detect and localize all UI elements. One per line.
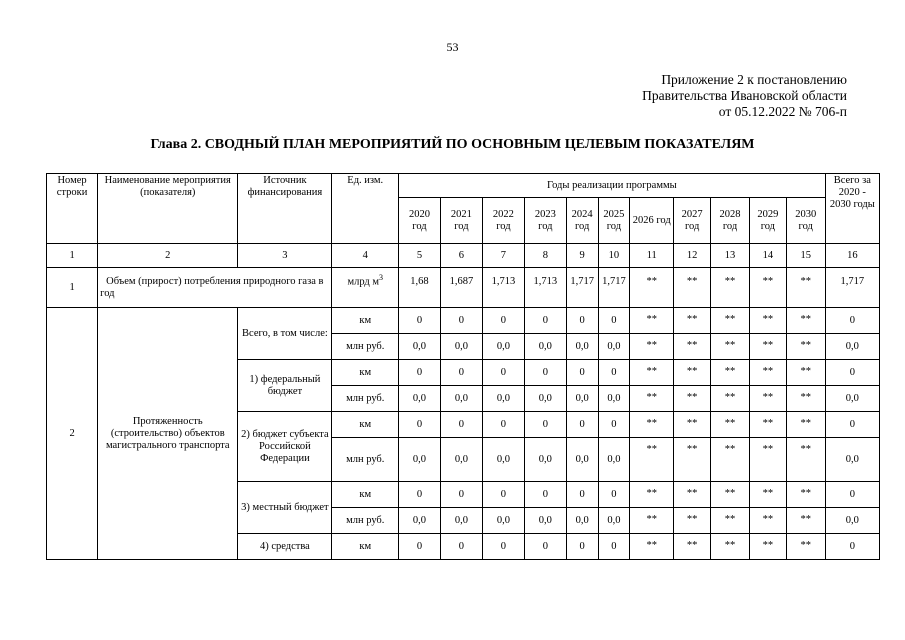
value-cell: ** xyxy=(786,534,825,560)
value-cell: ** xyxy=(749,360,786,386)
value-cell: 0 xyxy=(399,534,441,560)
value-cell: ** xyxy=(749,334,786,360)
value-cell: 0 xyxy=(598,482,630,508)
value-cell: ** xyxy=(749,482,786,508)
indicator-name: Протяженность (строительство) объектов магистрального транспорта xyxy=(98,308,238,560)
value-cell: 1,713 xyxy=(482,268,524,308)
table-row xyxy=(47,268,880,308)
value-cell: ** xyxy=(711,438,750,482)
value-cell: ** xyxy=(630,412,674,438)
value-cell: 1,717 xyxy=(566,268,598,308)
appendix-line-2: Правительства Ивановской области xyxy=(642,88,847,103)
header-years-group: Годы реализации программы xyxy=(399,174,826,198)
value-cell: ** xyxy=(630,308,674,334)
value-cell: 0 xyxy=(399,482,441,508)
value-cell: 1,68 xyxy=(399,268,441,308)
funding-source: 2) бюджет субъекта Российской Федерации xyxy=(238,412,332,482)
value-cell: 0 xyxy=(524,360,566,386)
value-cell: ** xyxy=(674,438,711,482)
unit-cell: км xyxy=(332,360,399,386)
column-number: 9 xyxy=(566,244,598,268)
unit-cell xyxy=(332,268,399,308)
unit-superscript: 3 xyxy=(379,273,384,282)
value-cell: ** xyxy=(749,386,786,412)
value-cell: 0,0 xyxy=(399,334,441,360)
value-cell: 0,0 xyxy=(524,508,566,534)
value-cell: 0,0 xyxy=(598,386,630,412)
value-cell: 0 xyxy=(482,360,524,386)
column-number: 10 xyxy=(598,244,630,268)
value-cell: 0 xyxy=(399,360,441,386)
appendix-line-1: Приложение 2 к постановлению xyxy=(661,72,847,87)
value-cell: ** xyxy=(711,308,750,334)
total-cell: 0 xyxy=(825,482,879,508)
value-cell: ** xyxy=(711,508,750,534)
value-cell: ** xyxy=(630,534,674,560)
value-cell: ** xyxy=(786,308,825,334)
column-number: 1 xyxy=(47,244,98,268)
total-cell: 1,717 xyxy=(825,268,879,308)
header-year: 2028 год xyxy=(711,198,750,244)
value-cell: 0,0 xyxy=(440,508,482,534)
value-cell: ** xyxy=(749,438,786,482)
column-number: 4 xyxy=(332,244,399,268)
funding-source: Всего, в том числе: xyxy=(238,308,332,360)
value-cell: 0 xyxy=(482,308,524,334)
value-cell: 0 xyxy=(482,482,524,508)
column-number: 3 xyxy=(238,244,332,268)
value-cell: 0,0 xyxy=(598,508,630,534)
column-number: 16 xyxy=(825,244,879,268)
value-cell: 0,0 xyxy=(440,334,482,360)
value-cell: 0 xyxy=(566,482,598,508)
row-number: 1 xyxy=(47,268,98,308)
value-cell: 0 xyxy=(598,534,630,560)
value-cell: ** xyxy=(749,534,786,560)
header-year: 2022 год xyxy=(482,198,524,244)
header-year: 2023 год xyxy=(524,198,566,244)
total-cell: 0 xyxy=(825,360,879,386)
value-cell: ** xyxy=(786,508,825,534)
value-cell: 0 xyxy=(566,308,598,334)
value-cell: ** xyxy=(630,508,674,534)
column-number: 8 xyxy=(524,244,566,268)
value-cell: 1,687 xyxy=(440,268,482,308)
header-unit: Ед. изм. xyxy=(332,174,399,244)
value-cell: 0,0 xyxy=(399,386,441,412)
header-year: 2021 год xyxy=(440,198,482,244)
value-cell: 0 xyxy=(440,308,482,334)
value-cell: 0,0 xyxy=(524,334,566,360)
unit-cell: км xyxy=(332,308,399,334)
value-cell: 1,717 xyxy=(598,268,630,308)
unit-cell: км xyxy=(332,534,399,560)
value-cell: ** xyxy=(749,412,786,438)
value-cell: 0,0 xyxy=(566,334,598,360)
value-cell: 0,0 xyxy=(440,438,482,482)
value-cell: ** xyxy=(749,268,786,308)
value-cell: ** xyxy=(630,268,674,308)
value-cell: 0,0 xyxy=(524,386,566,412)
column-number: 6 xyxy=(440,244,482,268)
funding-source: 3) местный бюджет xyxy=(238,482,332,534)
appendix-line-3: от 05.12.2022 № 706-п xyxy=(718,104,847,119)
value-cell: 0 xyxy=(598,308,630,334)
indicator-name: Объем (прирост) потребления природного газа в год xyxy=(98,268,332,308)
total-cell: 0,0 xyxy=(825,508,879,534)
value-cell: 0 xyxy=(566,534,598,560)
value-cell: 0,0 xyxy=(482,386,524,412)
value-cell: ** xyxy=(674,268,711,308)
value-cell: 0 xyxy=(482,412,524,438)
value-cell: 0 xyxy=(524,534,566,560)
value-cell: ** xyxy=(711,386,750,412)
header-year: 2024 год xyxy=(566,198,598,244)
value-cell: ** xyxy=(674,334,711,360)
unit-label: млрд м xyxy=(347,276,380,288)
funding-source: 4) средства xyxy=(238,534,332,560)
appendix-note xyxy=(642,72,847,120)
value-cell: ** xyxy=(711,412,750,438)
value-cell: 0,0 xyxy=(399,438,441,482)
value-cell: ** xyxy=(711,360,750,386)
table-row xyxy=(47,308,880,334)
value-cell: 0,0 xyxy=(566,508,598,534)
value-cell: ** xyxy=(749,508,786,534)
value-cell: ** xyxy=(630,438,674,482)
column-number: 12 xyxy=(674,244,711,268)
value-cell: ** xyxy=(786,268,825,308)
value-cell: ** xyxy=(674,508,711,534)
value-cell: 1,713 xyxy=(524,268,566,308)
value-cell: ** xyxy=(711,334,750,360)
column-number: 2 xyxy=(98,244,238,268)
column-number: 7 xyxy=(482,244,524,268)
value-cell: ** xyxy=(711,534,750,560)
unit-cell: млн руб. xyxy=(332,386,399,412)
value-cell: ** xyxy=(749,308,786,334)
column-number: 14 xyxy=(749,244,786,268)
value-cell: ** xyxy=(630,386,674,412)
total-cell: 0 xyxy=(825,308,879,334)
value-cell: ** xyxy=(786,412,825,438)
value-cell: ** xyxy=(786,334,825,360)
value-cell: 0,0 xyxy=(566,386,598,412)
value-cell: ** xyxy=(786,438,825,482)
unit-cell: млн руб. xyxy=(332,334,399,360)
value-cell: 0 xyxy=(440,360,482,386)
total-cell: 0,0 xyxy=(825,386,879,412)
value-cell: 0 xyxy=(598,360,630,386)
value-cell: ** xyxy=(674,412,711,438)
column-number: 11 xyxy=(630,244,674,268)
header-year: 2027 год xyxy=(674,198,711,244)
header-source: Источник финансирования xyxy=(238,174,332,244)
value-cell: 0,0 xyxy=(440,386,482,412)
unit-cell: км xyxy=(332,412,399,438)
value-cell: ** xyxy=(674,386,711,412)
column-number: 13 xyxy=(711,244,750,268)
funding-source: 1) федеральный бюджет xyxy=(238,360,332,412)
value-cell: 0,0 xyxy=(566,438,598,482)
value-cell: 0,0 xyxy=(482,438,524,482)
value-cell: 0 xyxy=(440,482,482,508)
column-number: 15 xyxy=(786,244,825,268)
value-cell: 0,0 xyxy=(482,334,524,360)
total-cell: 0,0 xyxy=(825,438,879,482)
value-cell: 0,0 xyxy=(399,508,441,534)
header-year: 2030 год xyxy=(786,198,825,244)
unit-cell: км xyxy=(332,482,399,508)
total-cell: 0 xyxy=(825,534,879,560)
value-cell: ** xyxy=(786,360,825,386)
value-cell: 0 xyxy=(440,412,482,438)
value-cell: 0,0 xyxy=(598,438,630,482)
value-cell: 0 xyxy=(566,412,598,438)
value-cell: 0 xyxy=(399,412,441,438)
value-cell: ** xyxy=(786,482,825,508)
column-number: 5 xyxy=(399,244,441,268)
value-cell: ** xyxy=(674,308,711,334)
value-cell: 0 xyxy=(399,308,441,334)
total-cell: 0 xyxy=(825,412,879,438)
unit-cell: млн руб. xyxy=(332,508,399,534)
header-year: 2026 год xyxy=(630,198,674,244)
header-year: 2020 год xyxy=(399,198,441,244)
value-cell: ** xyxy=(674,360,711,386)
value-cell: ** xyxy=(711,268,750,308)
page-number: 53 xyxy=(446,40,459,54)
value-cell: ** xyxy=(674,482,711,508)
value-cell: 0 xyxy=(524,482,566,508)
unit-cell: млн руб. xyxy=(332,438,399,482)
chapter-title: Глава 2. СВОДНЫЙ ПЛАН МЕРОПРИЯТИЙ ПО ОСНОВНЫМ ЦЕЛЕВЫМ ПОКАЗАТЕЛЯМ xyxy=(150,137,755,152)
summary-plan-table xyxy=(46,173,880,560)
value-cell: 0 xyxy=(440,534,482,560)
value-cell: 0,0 xyxy=(482,508,524,534)
value-cell: 0,0 xyxy=(524,438,566,482)
header-year: 2025 год xyxy=(598,198,630,244)
value-cell: 0 xyxy=(524,412,566,438)
value-cell: ** xyxy=(786,386,825,412)
value-cell: ** xyxy=(711,482,750,508)
value-cell: ** xyxy=(630,482,674,508)
value-cell: ** xyxy=(674,534,711,560)
header-name: Наименование мероприятия (показателя) xyxy=(98,174,238,244)
value-cell: 0 xyxy=(482,534,524,560)
header-year: 2029 год xyxy=(749,198,786,244)
value-cell: ** xyxy=(630,360,674,386)
header-total: Всего за 2020 - 2030 годы xyxy=(825,174,879,244)
value-cell: 0 xyxy=(598,412,630,438)
value-cell: 0,0 xyxy=(598,334,630,360)
value-cell: 0 xyxy=(566,360,598,386)
value-cell: ** xyxy=(630,334,674,360)
value-cell: 0 xyxy=(524,308,566,334)
header-row-number: Номер строки xyxy=(47,174,98,244)
total-cell: 0,0 xyxy=(825,334,879,360)
row-number: 2 xyxy=(47,308,98,560)
